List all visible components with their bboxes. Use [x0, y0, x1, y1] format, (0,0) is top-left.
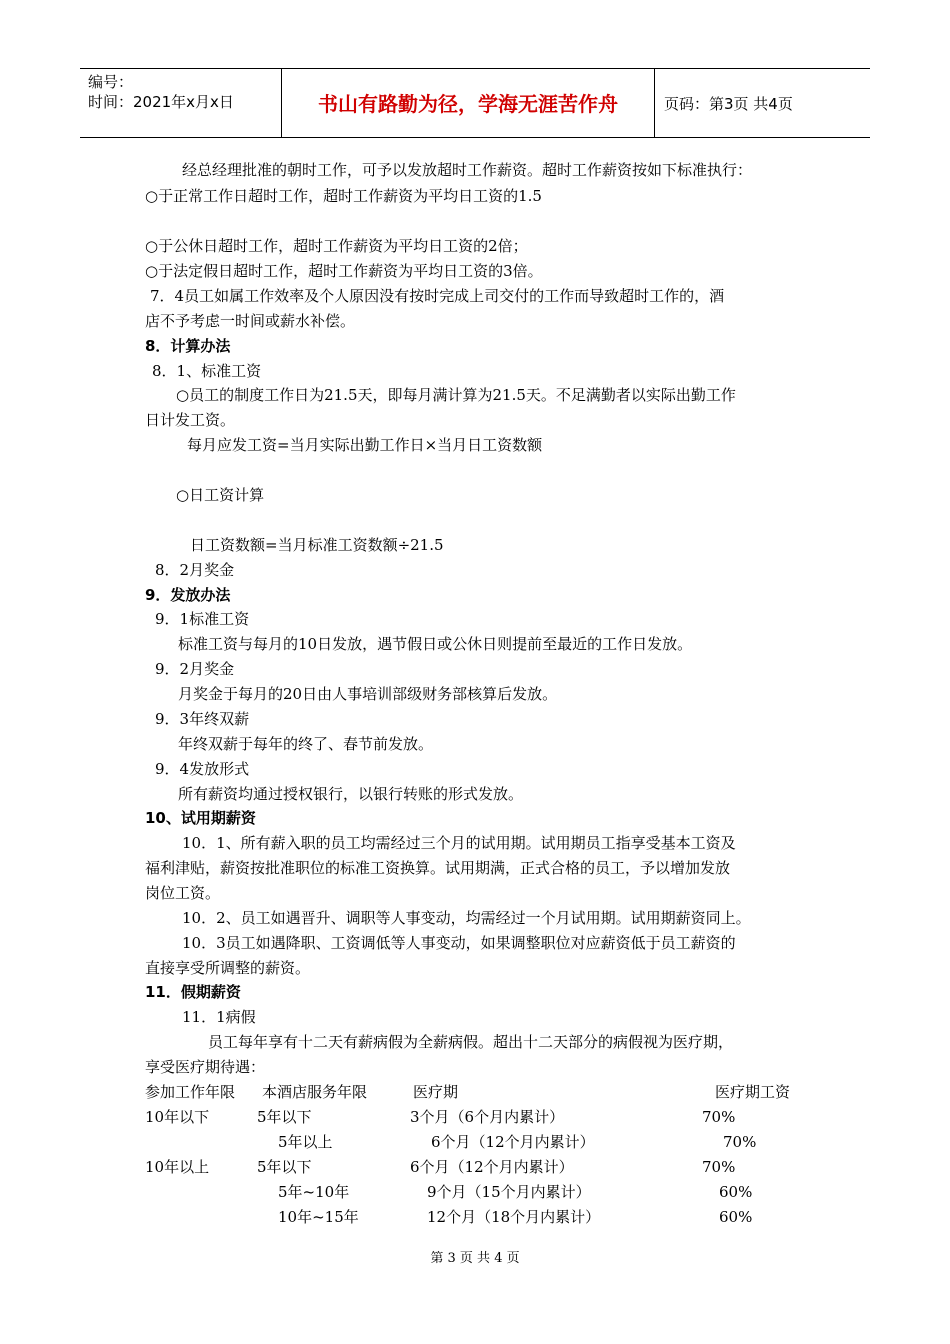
formula-line: 每月应发工资=当月实际出勤工作日×当月日工资数额: [187, 436, 543, 454]
body-line: 福利津贴，薪资按批准职位的标准工资换算。试用期满，正式合格的员工，予以增加发放: [145, 859, 731, 877]
body-line: 8．1、标准工资: [152, 362, 262, 380]
body-line: 9．1标准工资: [155, 610, 250, 628]
table-header-cell: 医疗期: [413, 1083, 459, 1101]
header-meta-cell: [80, 69, 282, 137]
body-line: 11．1病假: [182, 1008, 256, 1026]
page-footer: 第 3 页 共 4 页: [430, 1251, 520, 1266]
body-line: 员工每年享有十二天有薪病假为全薪病假。超出十二天部分的病假视为医疗期，: [208, 1033, 734, 1051]
body-line: 9．2月奖金: [155, 660, 235, 678]
document-header: [80, 68, 870, 138]
date-line: 时间：2021年x月x日: [88, 93, 234, 111]
table-header-cell: 医疗期工资: [715, 1083, 791, 1101]
section-heading: 11．假期薪资: [145, 983, 241, 1001]
body-line: 月奖金于每月的20日由人事培训部级财务部核算后发放。: [178, 685, 558, 703]
body-line: 日计发工资。: [145, 411, 236, 429]
table-cell: 5年以下: [257, 1158, 312, 1176]
table-cell: 12个月（18个月内累计）: [427, 1208, 601, 1226]
body-line: 10．2、员工如遇晋升、调职等人事变动，均需经过一个月试用期。试用期薪资同上。: [182, 909, 751, 927]
section-heading: 10、试用期薪资: [145, 809, 256, 827]
table-cell: 70%: [723, 1133, 757, 1151]
body-line: 所有薪资均通过授权银行，以银行转账的形式发放。: [178, 785, 524, 803]
table-cell: 60%: [719, 1208, 753, 1226]
table-cell: 10年以下: [145, 1108, 210, 1126]
header-page-info: 页码：第3页 共4页: [664, 95, 793, 113]
table-cell: 60%: [719, 1183, 753, 1201]
body-line: ○员工的制度工作日为21.5天，即每月满计算为21.5天。不足满勤者以实际出勤工作: [176, 386, 736, 404]
section-heading: 9．发放办法: [145, 586, 231, 604]
number-label: 编号：: [88, 73, 134, 91]
body-line: 直接享受所调整的薪资。: [145, 959, 311, 977]
table-cell: 5年以下: [257, 1108, 312, 1126]
body-line: 9．3年终双薪: [155, 710, 250, 728]
body-line: ○于公休日超时工作，超时工作薪资为平均日工资的2倍；: [145, 237, 528, 255]
body-line: ○日工资计算: [176, 486, 265, 504]
body-line: 店不予考虑一时间或薪水补偿。: [145, 312, 356, 330]
body-line: 9．4发放形式: [155, 760, 250, 778]
body-line: 标准工资与每月的10日发放，遇节假日或公休日则提前至最近的工作日发放。: [178, 635, 693, 653]
table-cell: 10年以上: [145, 1158, 210, 1176]
body-line: 10．1、所有薪入职的员工均需经过三个月的试用期。试用期员工指享受基本工资及: [182, 834, 736, 852]
table-cell: 6个月（12个月内累计）: [410, 1158, 574, 1176]
body-line: 经总经理批准的朝时工作，可予以发放超时工作薪资。超时工作薪资按如下标准执行：: [182, 161, 753, 179]
formula-line: 日工资数额=当月标准工资数额÷21.5: [190, 536, 444, 554]
body-line: ○于法定假日超时工作，超时工作薪资为平均日工资的3倍。: [145, 262, 543, 280]
table-cell: 3个月（6个月内累计）: [410, 1108, 565, 1126]
table-header-cell: 参加工作年限: [145, 1083, 236, 1101]
body-line: 岗位工资。: [145, 884, 221, 902]
table-cell: 9个月（15个月内累计）: [427, 1183, 591, 1201]
table-cell: 70%: [702, 1158, 736, 1176]
body-line: 7．4员工如属工作效率及个人原因没有按时完成上司交付的工作而导致超时工作的，酒: [150, 287, 725, 305]
table-cell: 6个月（12个月内累计）: [431, 1133, 595, 1151]
table-cell: 10年~15年: [278, 1208, 359, 1226]
table-cell: 5年以上: [278, 1133, 333, 1151]
body-line: 8．2月奖金: [155, 561, 235, 579]
table-header-cell: 本酒店服务年限: [262, 1083, 368, 1101]
header-motto: 书山有路勤为径，学海无涯苦作舟: [282, 69, 655, 137]
body-line: ○于正常工作日超时工作，超时工作薪资为平均日工资的1.5: [145, 187, 542, 205]
table-cell: 70%: [702, 1108, 736, 1126]
body-line: 10．3员工如遇降职、工资调低等人事变动，如果调整职位对应薪资低于员工薪资的: [182, 934, 736, 952]
body-line: 享受医疗期待遇：: [145, 1058, 266, 1076]
body-line: 年终双薪于每年的终了、春节前发放。: [178, 735, 434, 753]
table-cell: 5年~10年: [278, 1183, 350, 1201]
section-heading: 8．计算办法: [145, 337, 231, 355]
